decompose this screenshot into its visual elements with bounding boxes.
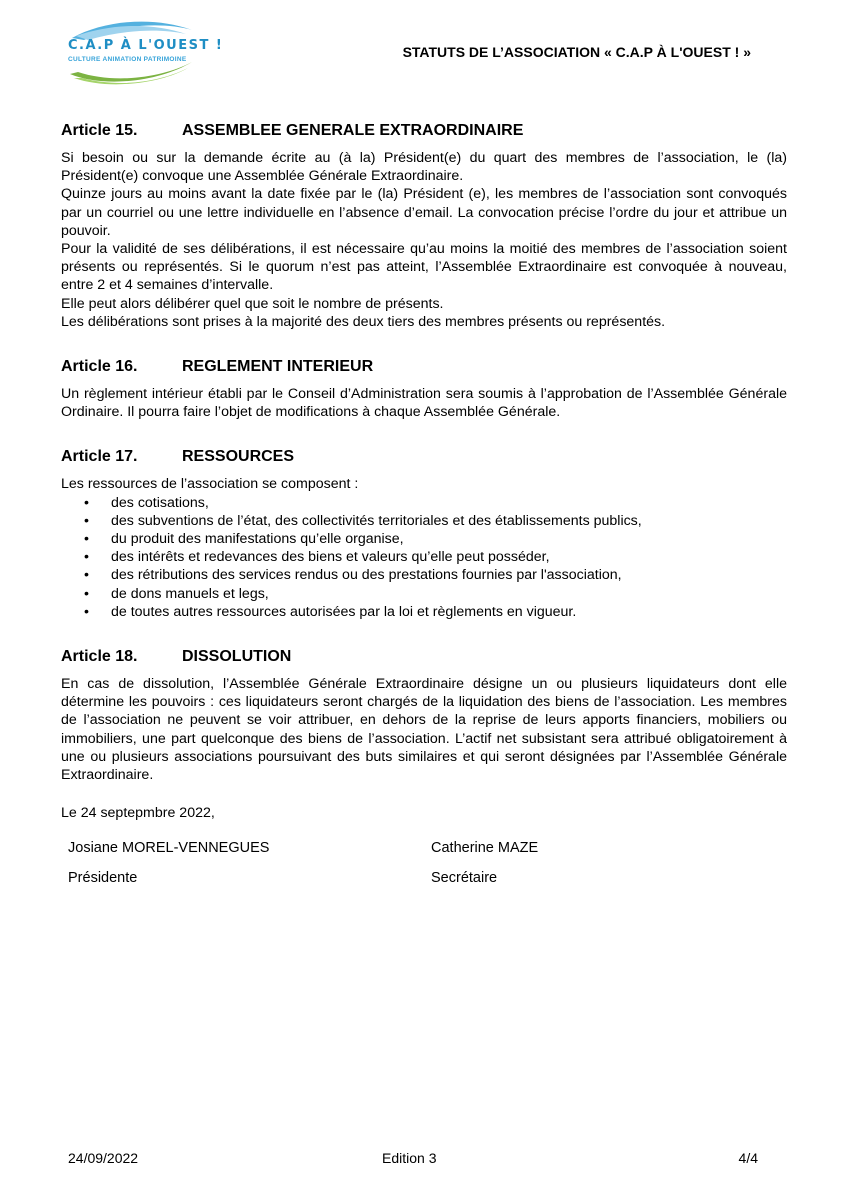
paragraph: Un règlement intérieur établi par le Conseil d’Administration sera soumis à l’approbation de l’Assemblée Générale Ordinaire. Il pourra faire l’objet de modifications à chaque Assemblée Générale. bbox=[61, 386, 787, 421]
article-17 bbox=[61, 447, 787, 621]
list-item bbox=[61, 548, 787, 566]
bullet-icon: • bbox=[84, 585, 89, 602]
bullet-icon: • bbox=[84, 549, 89, 566]
article-title: DISSOLUTION bbox=[182, 647, 292, 665]
list-intro: Les ressources de l’association se composent : bbox=[61, 476, 359, 493]
paragraph: Les délibérations sont prises à la majorité des deux tiers des membres présents ou représentés. bbox=[61, 313, 666, 330]
paragraph: En cas de dissolution, l’Assemblée Générale Extraordinaire désigne un ou plusieurs liquidateurs dont elle détermine les pouvoirs : ces liquidateurs seront chargés de la liquidation des biens de l’association. Les membres de l’association ne peuvent se voir attribuer, en dehors de la reprise de leurs apports financiers, mobiliers ou immobiliers, une part quelconque des biens de l’association. L’actif net subsistant sera attribué obligatoirement à une ou plusieurs associations poursuivant des buts similaires et qui seront désignées par l’Assemblée Générale Extraordinaire. bbox=[61, 675, 787, 783]
document-title: STATUTS DE L’ASSOCIATION « C.A.P À L'OUEST ! » bbox=[402, 44, 751, 60]
association-logo bbox=[64, 16, 224, 88]
article-heading bbox=[61, 647, 787, 667]
article-number: Article 17. bbox=[61, 448, 138, 466]
article-number: Article 18. bbox=[61, 647, 138, 665]
list-item-text: des cotisations, bbox=[111, 494, 209, 511]
resources-list bbox=[61, 494, 787, 621]
bullet-icon: • bbox=[84, 531, 89, 548]
list-item-text: des rétributions des services rendus ou des prestations fournies par l'association, bbox=[111, 567, 622, 584]
list-item bbox=[61, 566, 787, 584]
article-title: RESSOURCES bbox=[182, 448, 295, 466]
article-18 bbox=[61, 647, 787, 784]
signatory-secretary bbox=[431, 840, 538, 886]
footer-date: 24/09/2022 bbox=[68, 1150, 139, 1166]
signatory-name: Josiane MOREL-VENNEGUES bbox=[68, 840, 270, 856]
logo-title: C.A.P À L'OUEST ! bbox=[68, 38, 224, 53]
logo-subtitle: CULTURE ANIMATION PATRIMOINE bbox=[68, 56, 187, 63]
list-item bbox=[61, 512, 787, 530]
article-heading bbox=[61, 357, 787, 377]
article-heading bbox=[61, 447, 787, 467]
document-body bbox=[61, 121, 787, 822]
list-item-text: du produit des manifestations qu’elle organise, bbox=[111, 531, 404, 548]
list-item bbox=[61, 530, 787, 548]
article-number: Article 15. bbox=[61, 122, 138, 139]
paragraph: Si besoin ou sur la demande écrite au (à la) Président(e) du quart des membres de l’association, le (la) Président(e) convoque une Assemblée Générale Extraordinaire. bbox=[61, 150, 787, 185]
bullet-icon: • bbox=[84, 603, 89, 620]
list-item bbox=[61, 603, 787, 621]
bullet-icon: • bbox=[84, 494, 89, 511]
page-number: 4/4 bbox=[738, 1150, 758, 1166]
signatory-role: Secrétaire bbox=[431, 870, 498, 886]
list-item-text: de toutes autres ressources autorisées par la loi et règlements en vigueur. bbox=[111, 603, 577, 620]
closing-date: Le 24 septepmbre 2022, bbox=[61, 805, 215, 822]
signatory-name: Catherine MAZE bbox=[431, 840, 539, 856]
paragraph: Quinze jours au moins avant la date fixée par le (la) Président (e), les membres de l’association sont convoqués par un courriel ou une lettre individuelle en l’absence d’email. La convocation précise l’ordre du jour et attribue un pouvoir. bbox=[61, 186, 787, 239]
signatory-role: Présidente bbox=[68, 870, 138, 886]
article-number: Article 16. bbox=[61, 358, 138, 376]
list-item-text: des subventions de l’état, des collectivités territoriales et des établissements publics, bbox=[111, 512, 642, 529]
page-header bbox=[0, 0, 847, 100]
paragraph: Elle peut alors délibérer quel que soit le nombre de présents. bbox=[61, 295, 444, 312]
article-title: ASSEMBLEE GENERALE EXTRAORDINAIRE bbox=[182, 122, 524, 139]
article-title: REGLEMENT INTERIEUR bbox=[182, 358, 374, 376]
article-15 bbox=[61, 121, 787, 331]
bullet-icon: • bbox=[84, 512, 89, 529]
list-item bbox=[61, 585, 787, 603]
list-item-text: de dons manuels et legs, bbox=[111, 585, 269, 602]
paragraph: Pour la validité de ses délibérations, il est nécessaire qu’au moins la moitié des membres de l’association soient présents ou représentés. Si le quorum n’est pas atteint, l’Assemblée Extraordinaire est convoquée à nouveau, entre 2 et 4 semaines d’intervalle. bbox=[61, 241, 787, 294]
bullet-icon: • bbox=[84, 567, 89, 584]
article-16 bbox=[61, 357, 787, 421]
list-item-text: des intérêts et redevances des biens et valeurs qu’elle peut posséder, bbox=[111, 549, 550, 566]
article-heading bbox=[61, 121, 787, 141]
signatory-president bbox=[68, 840, 269, 886]
list-item bbox=[61, 494, 787, 512]
footer-edition: Edition 3 bbox=[382, 1150, 437, 1166]
